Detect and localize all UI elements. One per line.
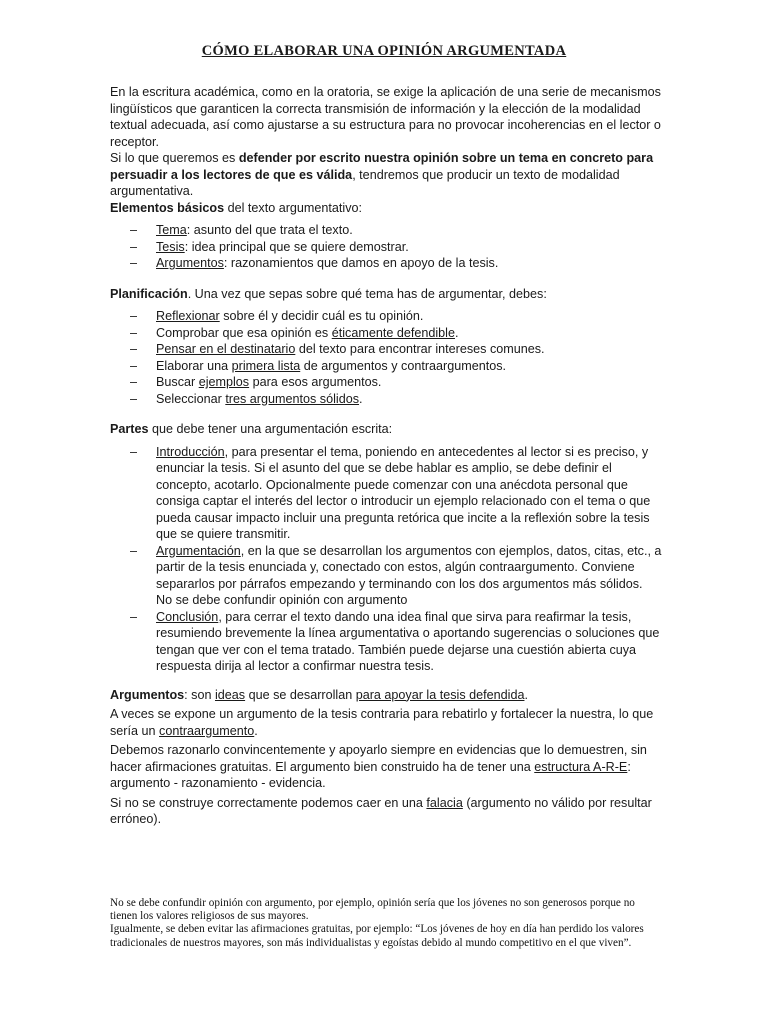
intro-paragraph: En la escritura académica, como en la oratoria, se exige la aplicación de una serie de mecanismos lingüísticos que garanticen la correcta transmisión de información y la elección de la modalidad textual adecuada, así como ajustarse a su estructura para no provocar incoherencias en el lector o receptor. [110, 85, 661, 149]
falacia-paragraph: Si no se construye correctamente podemos caer en una falacia (argumento no válido por resultar erróneo). [110, 795, 652, 826]
list-item: – Argumentación, en la que se desarrollan los argumentos con ejemplos, datos, citas, etc., a partir de la tesis enunciada y, conectado con estos, algún contraargumento. Conviene separarlos por párrafos empezando y terminando con los dos argumentos más sólidos. No se debe confundir opinión con argumento [130, 543, 662, 607]
list-item: – Tema: asunto del que trata el texto. [130, 223, 353, 237]
list-item: – Pensar en el destinatario del texto para encontrar intereses comunes. [130, 342, 545, 356]
elementos-list [110, 222, 662, 272]
planificacion-heading: Planificación. Una vez que sepas sobre qué tema has de argumentar, debes: [110, 286, 547, 301]
intro-thesis-paragraph: Si lo que queremos es defender por escrito nuestra opinión sobre un tema en concreto para persuadir a los lectores de que es válida, tendremos que producir un texto de modalidad argumentativa. [110, 151, 654, 198]
planificacion-list [110, 308, 662, 407]
footnote-opinion: No se debe confundir opinión con argumento, por ejemplo, opinión sería que los jóvenes no son generosos porque no tienen los valores religiosos de sus mayores. [110, 897, 635, 923]
list-item: – Tesis: idea principal que se quiere demostrar. [130, 239, 409, 254]
list-item: – Elaborar una primera lista de argumentos y contraargumentos. [130, 358, 507, 373]
document-body [110, 84, 662, 828]
list-item: – Conclusión, para cerrar el texto dando una idea final que sirva para reafirmar la tesis, resumiendo brevemente la línea argumentativa o aportando sugerencias o soluciones que tengan que ver con el tema tratado. También puede dejarse una cuestión abierta cuya respuesta dirija al lector a confirmar nuestra tesis. [130, 609, 660, 673]
partes-heading: Partes que debe tener una argumentación escrita: [110, 422, 393, 436]
footnote-afirmaciones: Igualmente, se deben evitar las afirmaciones gratuitas, por ejemplo: “Los jóvenes de hoy en día han perdido los valores tradicionales de nuestros mayores, son más individualistas y egoístas debido al mundo competitivo en el que viven”. [110, 923, 644, 949]
list-item: – Reflexionar sobre él y decidir cuál es tu opinión. [130, 309, 424, 323]
page-title: CÓMO ELABORAR UNA OPINIÓN ARGUMENTADA [201, 43, 567, 59]
contraargumento-paragraph: A veces se expone un argumento de la tesis contraria para rebatirlo y fortalecer la nuestra, lo que sería un contraargumento. [110, 707, 654, 738]
list-item: – Seleccionar tres argumentos sólidos. [130, 391, 363, 406]
elementos-heading: Elementos básicos del texto argumentativo: [110, 200, 363, 215]
list-item: – Introducción, para presentar el tema, poniendo en antecedentes al lector si es preciso, y enunciar la tesis. Si el asunto del que se debe hablar es amplio, se debe definir el concepto, acotarlo. Opcionalmente puede comenzar con una anécdota personal que consiga captar el interés del lector o introducir un ejemplo relacionado con el tema o que pueda causar impacto incluir una pregunta retórica que incite a la reflexión sobre la tesis que se quiere transmitir. [130, 444, 651, 541]
partes-list [110, 444, 662, 675]
list-item: – Buscar ejemplos para esos argumentos. [130, 375, 382, 389]
argumentos-definition: Argumentos: son ideas que se desarrollan para apoyar la tesis defendida. [110, 687, 528, 702]
list-item: – Comprobar que esa opinión es éticamente defendible. [130, 325, 459, 340]
estructura-paragraph: Debemos razonarlo convincentemente y apoyarlo siempre en evidencias que lo demuestren, sin hacer afirmaciones gratuitas. El argumento bien construido ha de tener una estructura A-R-E: argumento - razonamiento - evidencia. [110, 743, 647, 790]
list-item: – Argumentos: razonamientos que damos en apoyo de la tesis. [130, 256, 499, 270]
footnote [110, 897, 660, 950]
